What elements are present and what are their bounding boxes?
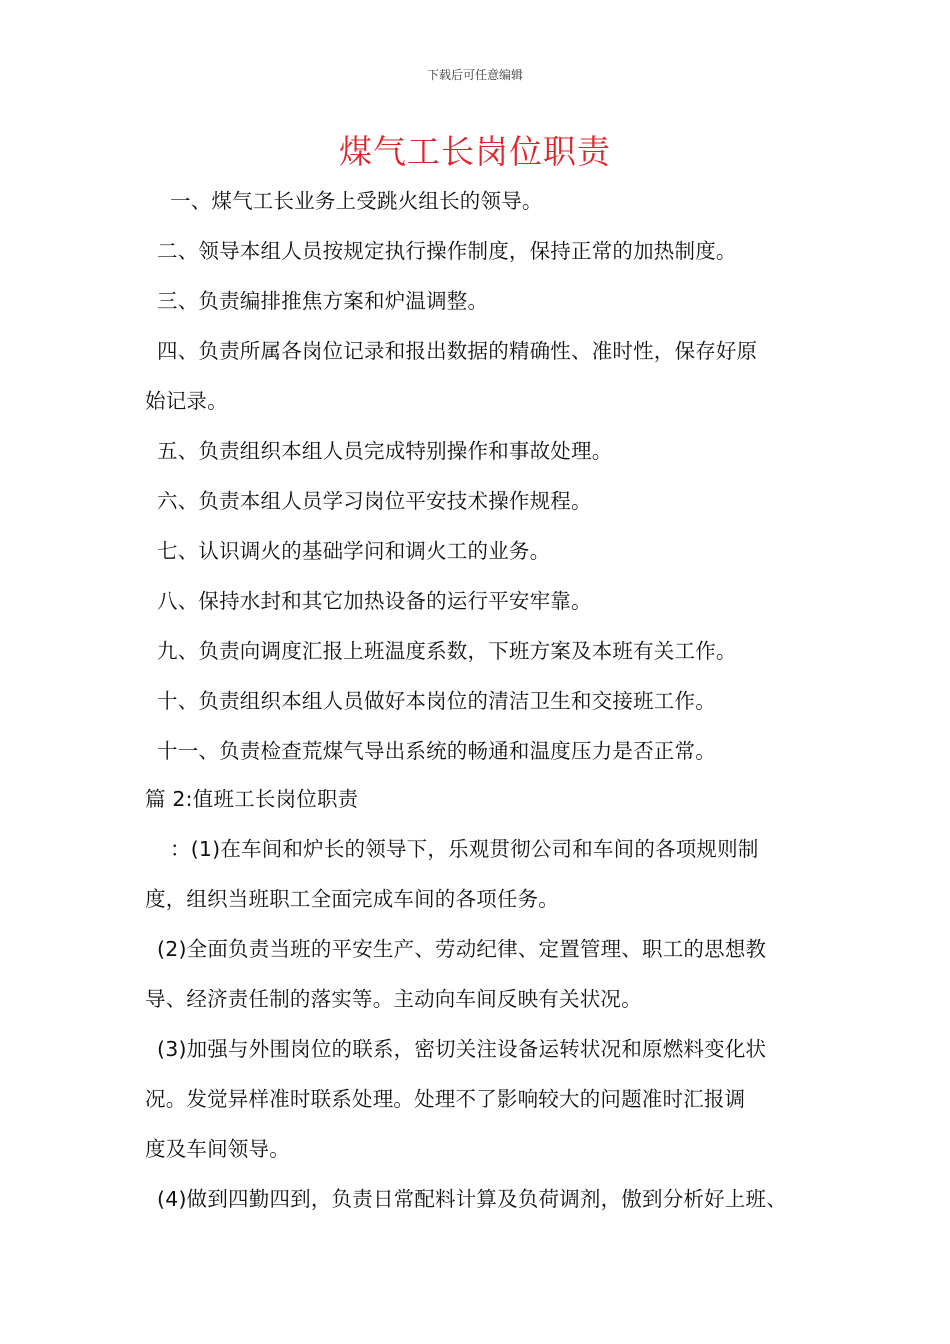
paragraph-line-15: (2)全面负责当班的平安生产、劳动纪律、定置管理、职工的思想教 — [157, 937, 767, 961]
paragraph-line-6: 五、负责组织本组人员完成特别操作和事故处理。 — [157, 439, 613, 463]
paragraph-line-9: 八、保持水封和其它加热设备的运行平安牢靠。 — [157, 589, 592, 613]
paragraph-line-10: 九、负责向调度汇报上班温度系数，下班方案及本班有关工作。 — [157, 639, 737, 663]
section-heading: 篇 2:值班工长岗位职责 — [145, 787, 359, 811]
paragraph-line-12: 十一、负责检查荒煤气导出系统的畅通和温度压力是否正常。 — [157, 739, 716, 763]
paragraph-line-16: 导、经济责任制的落实等。主动向车间反映有关状况。 — [145, 987, 642, 1011]
paragraph-line-19: 度及车间领导。 — [145, 1137, 290, 1161]
paragraph-line-5: 始记录。 — [145, 389, 228, 413]
paragraph-line-4: 四、负责所属各岗位记录和报出数据的精确性、准时性，保存好原 — [157, 339, 758, 363]
document-title: 煤气工长岗位职责 — [339, 132, 611, 171]
paragraph-line-3: 三、负责编排推焦方案和炉温调整。 — [157, 289, 489, 313]
paragraph-line-13: ：(1)在车间和炉长的领导下，乐观贯彻公司和车间的各项规则制 — [170, 837, 759, 861]
page-header-note: 下载后可任意编辑 — [426, 68, 523, 82]
paragraph-line-1: 一、煤气工长业务上受跳火组长的领导。 — [170, 189, 543, 213]
paragraph-line-7: 六、负责本组人员学习岗位平安技术操作规程。 — [157, 489, 592, 513]
paragraph-line-11: 十、负责组织本组人员做好本岗位的清洁卫生和交接班工作。 — [157, 689, 716, 713]
paragraph-line-18: 况。发觉异样准时联系处理。处理不了影响较大的问题准时汇报调 — [145, 1087, 746, 1111]
paragraph-line-20: (4)做到四勤四到，负责日常配料计算及负荷调剂，傲到分析好上班、 — [157, 1187, 787, 1211]
paragraph-line-2: 二、领导本组人员按规定执行操作制度，保持正常的加热制度。 — [157, 239, 737, 263]
paragraph-line-8: 七、认识调火的基础学问和调火工的业务。 — [157, 539, 551, 563]
paragraph-line-17: (3)加强与外围岗位的联系，密切关注设备运转状况和原燃料变化状 — [157, 1037, 767, 1061]
paragraph-line-14: 度，组织当班职工全面完成车间的各项任务。 — [145, 887, 559, 911]
